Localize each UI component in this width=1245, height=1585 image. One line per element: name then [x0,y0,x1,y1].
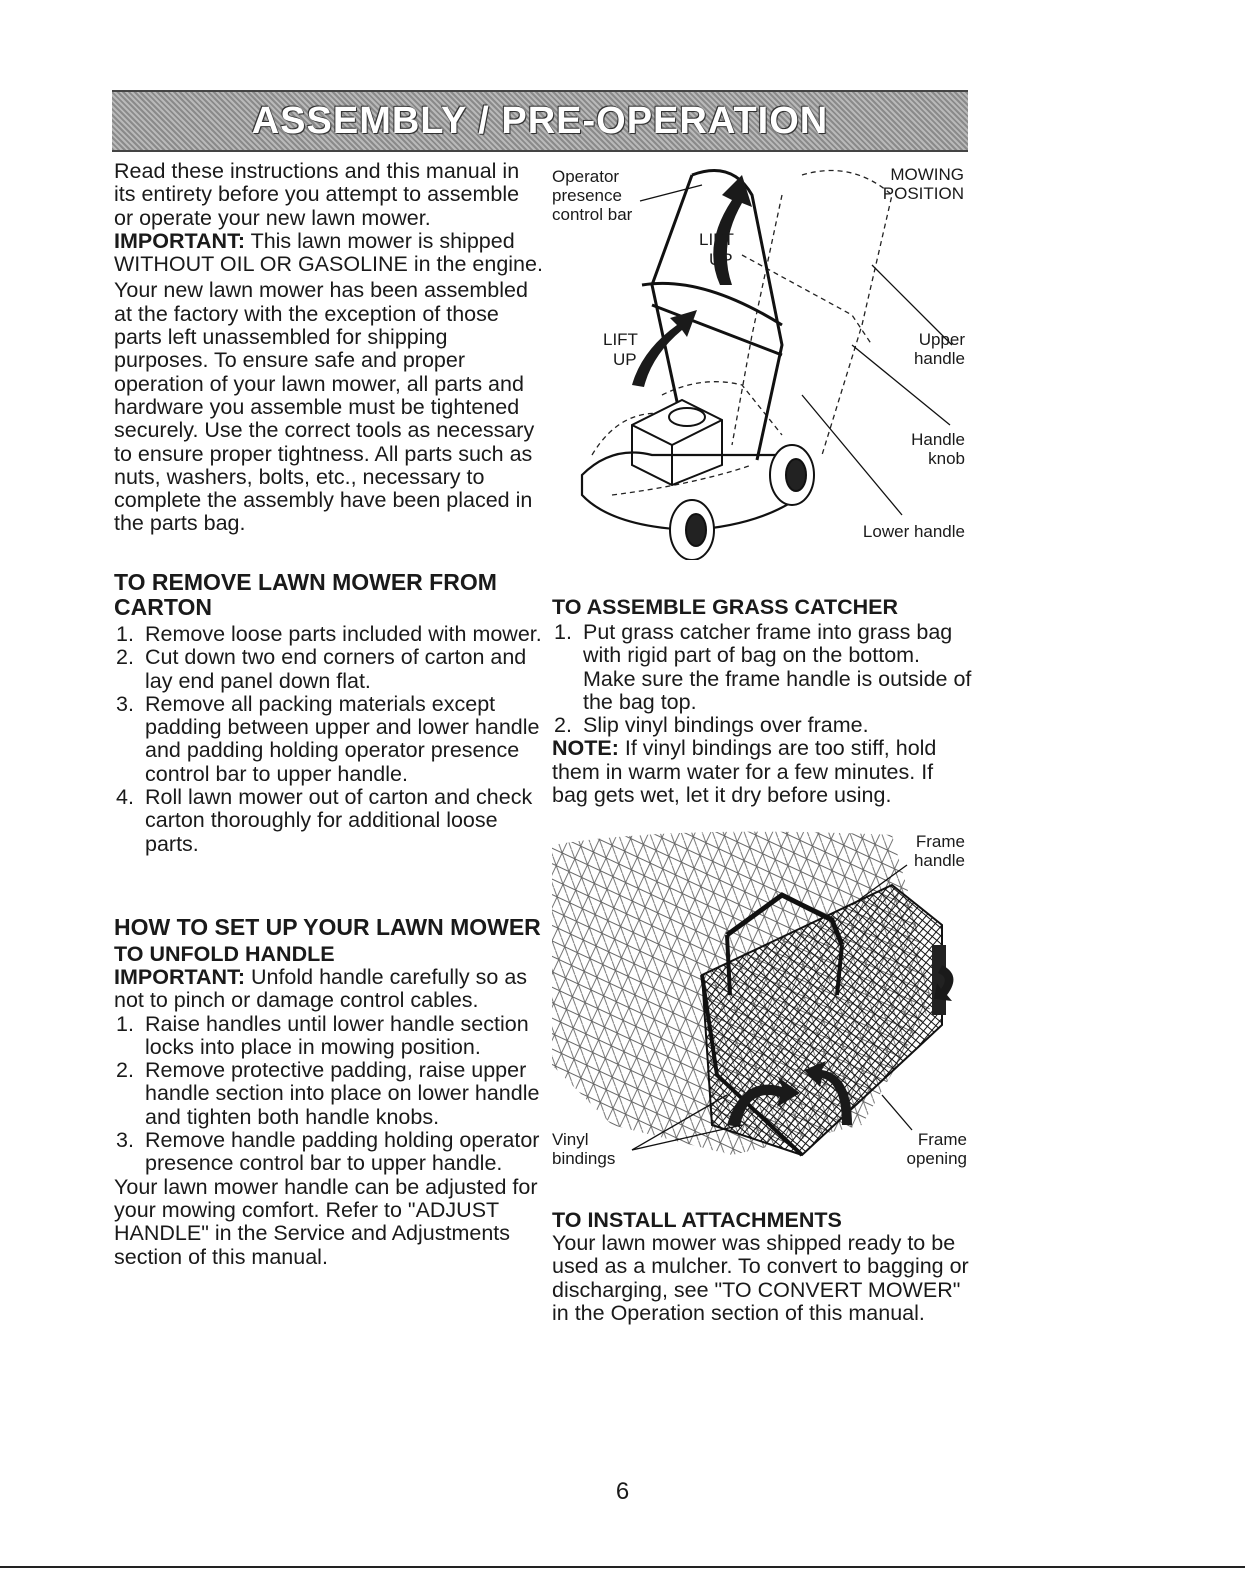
step-text: Cut down two end corners of carton and lay end panel down flat. [145,645,527,693]
section-banner [112,90,968,152]
page-bottom-rule [0,1566,1245,1568]
step-text: Roll lawn mower out of carton and check carton thoroughly for additional loose parts. [145,785,533,856]
setup-important-note [114,966,544,1013]
grass-catcher-section [552,595,972,807]
mower-handle-figure [552,155,972,560]
list-item [114,1013,544,1060]
step-number: 2. [116,645,134,670]
setup-heading: HOW TO SET UP YOUR LAWN MOWER [114,914,541,940]
step-text: Remove loose parts included with mower. [145,622,542,646]
frame-handle-label-2: handle [913,851,965,870]
step-number: 1. [116,1011,134,1036]
step-number: 3. [116,691,134,716]
step-number: 4. [116,785,134,810]
mowing-position-label-1: MOWING [890,165,964,184]
note-text: If vinyl bindings are too stiff, hold them in warm water for a few minutes. If bag gets wet, let it dry before using. [552,736,937,808]
attachments-paragraph: Your lawn mower was shipped ready to be used as a mulcher. To convert to bagging or discharging, see "TO CONVERT MOWER" in the Operation section of this manual. [552,1231,969,1325]
front-wheel [670,500,714,560]
vinyl-note [552,737,972,807]
step-text: Slip vinyl bindings over frame. [583,713,869,738]
step-number: 1. [116,622,134,646]
handle-knob-label-2: knob [928,449,965,468]
lift-label-lower-1: LIFT [603,330,638,349]
step-text: Remove protective padding, raise upper handle section into place on lower handle and tighten both handle knobs. [145,1058,540,1129]
lift-label-upper-1: LIFT [699,230,734,249]
list-item [552,714,972,737]
frame-handle-label-1: Frame [915,832,965,851]
important-note [114,230,544,277]
setup-section [114,915,544,1269]
lift-label-lower-2: UP [613,350,637,369]
upper-handle-label-1: Upper [918,330,965,349]
operator-label-1: Operator [552,167,620,186]
remove-section [114,570,544,856]
attachments-section [552,1208,972,1325]
step-number: 3. [116,1128,134,1153]
grass-catcher-heading: TO ASSEMBLE GRASS CATCHER [552,595,899,619]
important-label: IMPORTANT: [114,965,245,989]
step-number: 2. [116,1058,134,1083]
list-item [552,621,972,714]
note-label: NOTE: [552,736,619,761]
step-number: 2. [554,713,572,738]
lift-label-upper-2: UP [709,250,733,269]
grass-catcher-figure [552,825,972,1180]
important-label: IMPORTANT: [114,228,245,253]
lower-handle-label: Lower handle [862,522,965,541]
frame-opening-label-2: opening [906,1149,967,1168]
assembly-paragraph: Your new lawn mower has been assembled at the factory with the exception of those parts left unassembled for shipping purposes. To ensure safe and proper operation of your lawn mower, all parts and hardware you assemble must be tightened securely. Use the correct tools as necessary to ensure proper tightness. All parts such as nuts, washers, bolts, etc., necessary to complete the assembly have been placed in the parts bag. [114,278,535,536]
list-item [114,786,544,856]
step-text: Raise handles until lower handle section locks into place in mowing position. [145,1011,529,1059]
page-number: 6 [615,1478,630,1505]
list-item [114,1129,544,1176]
handle-adjust-paragraph: Your lawn mower handle can be adjusted for your mowing comfort. Refer to "ADJUST HANDLE" in the Service and Adjustments section of this manual. [114,1174,538,1269]
step-number: 1. [554,620,572,644]
important-text: Unfold handle carefully so as not to pinch or damage control cables. [114,965,528,1013]
list-item [114,623,544,646]
vinyl-bindings-label-2: bindings [552,1149,616,1168]
handle-knob-label-1: Handle [911,430,965,449]
intro-section [114,160,544,536]
rear-wheel [770,445,814,505]
operator-leader [640,185,702,201]
vinyl-bindings-label-1: Vinyl [552,1130,589,1149]
unfold-handle-heading: TO UNFOLD HANDLE [114,942,335,966]
attachments-heading: TO INSTALL ATTACHMENTS [552,1208,842,1232]
frame-opening-label-1: Frame [917,1130,967,1149]
operator-label-2: presence [552,186,622,205]
mowing-position-label-2: POSITION [882,184,964,203]
remove-steps [114,623,544,856]
step-text: Put grass catcher frame into grass bag with rigid part of bag on the bottom. Make sure the frame handle is outside of the bag top. [583,620,972,714]
section-title: ASSEMBLY / PRE-OPERATION [251,100,829,142]
important-text: This lawn mower is shipped WITHOUT OIL OR GASOLINE in the engine. [114,228,543,277]
operator-label-3: control bar [552,205,633,224]
intro-paragraph: Read these instructions and this manual in its entirety before you attempt to assemble or operate your new lawn mower. [114,159,520,230]
list-item [114,646,544,693]
step-text: Remove all packing materials except padding between upper and lower handle and padding holding operator presence control bar to upper handle. [145,691,540,786]
list-item [114,1059,544,1129]
grass-catcher-steps [552,621,972,737]
remove-heading: TO REMOVE LAWN MOWER FROM CARTON [114,569,497,620]
frame-side-rail [932,945,946,1015]
upper-handle-label-2: handle [913,349,965,368]
setup-steps [114,1013,544,1176]
step-text: Remove handle padding holding operator presence control bar to upper handle. [145,1128,540,1176]
list-item [114,693,544,786]
